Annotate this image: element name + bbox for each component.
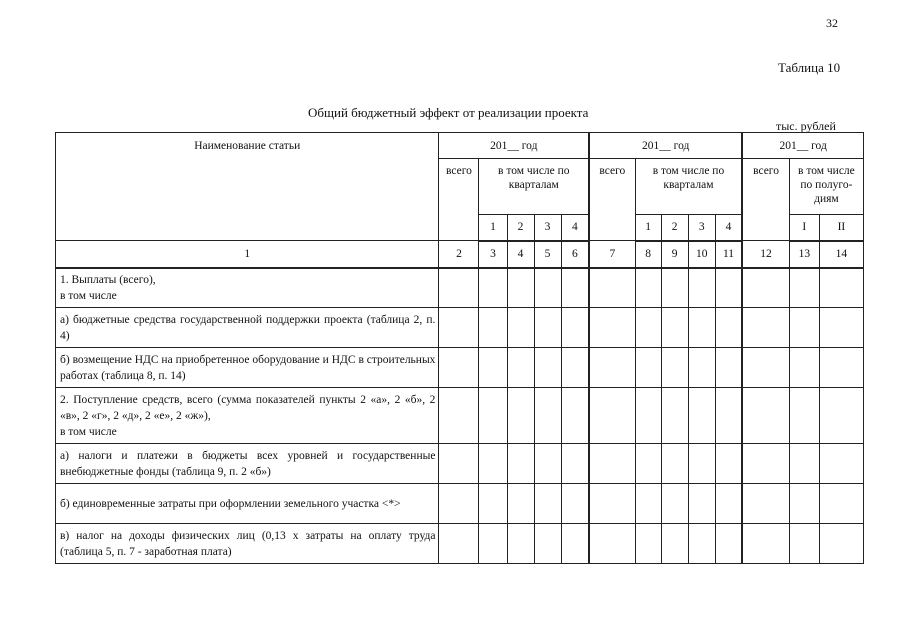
col-num-7: 7 [589,241,635,268]
header-name-col: Наименование статьи [56,133,439,241]
header-q2-a: 2 [507,215,534,241]
col-num-5: 5 [534,241,561,268]
header-quarters-1: в том числе по кварталам [479,159,589,215]
col-num-13: 13 [789,241,819,268]
table-row [56,348,864,388]
header-h2: II [819,215,863,241]
column-number-row [56,241,864,268]
header-q1-a: 1 [479,215,507,241]
col-num-4: 4 [507,241,534,268]
header-q1-b: 1 [635,215,661,241]
col-num-6: 6 [561,241,589,268]
page-number: 32 [826,16,838,30]
table-row [56,524,864,564]
col-num-2: 2 [439,241,479,268]
col-num-12: 12 [742,241,789,268]
col-num-3: 3 [479,241,507,268]
header-quarters-2: в том числе по кварталам [635,159,742,215]
table-row [56,484,864,524]
table-row [56,388,864,444]
header-q4-b: 4 [715,215,742,241]
header-h1: I [789,215,819,241]
col-num-11: 11 [715,241,742,268]
col-num-10: 10 [688,241,715,268]
row-label-payments: 1. Выплаты (всего), в том числе [56,268,439,308]
col-num-14: 14 [819,241,863,268]
header-total-2: всего [589,159,635,241]
header-total-3: всего [742,159,789,241]
header-year-3: 201__ год [742,133,863,159]
budget-effect-table [55,132,864,564]
table-row [56,268,864,308]
header-total-1: всего [439,159,479,241]
row-label-income-tax: в) налог на доходы физических лиц (0,13 x затраты на оплату труда (таблица 5, п. 7 - заработная плата) [56,524,439,564]
col-num-8: 8 [635,241,661,268]
header-row-years [56,133,864,159]
table-title: Общий бюджетный эффект от реализации проекта [308,105,589,120]
header-q3-b: 3 [688,215,715,241]
header-q4-a: 4 [561,215,589,241]
col-num-1: 1 [56,241,439,268]
row-label-land-costs: б) единовременные затраты при оформлении земельного участка <*> [56,484,439,524]
units-label: тыс. рублей [776,119,836,133]
table-label: Таблица 10 [778,60,841,75]
table-row [56,444,864,484]
header-halfyears: в том числе по полуго-диям [789,159,863,215]
row-label-receipts: 2. Поступление средств, всего (сумма показателей пункты 2 «а», 2 «б», 2 «в», 2 «г», 2 «д», 2 «е», 2 «ж»), в том числе [56,388,439,444]
header-year-2: 201__ год [589,133,742,159]
header-q2-b: 2 [661,215,688,241]
row-label-taxes: а) налоги и платежи в бюджеты всех уровней и государственные внебюджетные фонды (таблица 9, п. 2 «б») [56,444,439,484]
header-year-1: 201__ год [439,133,589,159]
header-q3-a: 3 [534,215,561,241]
col-num-9: 9 [661,241,688,268]
row-label-vat-refund: б) возмещение НДС на приобретенное оборудование и НДС в строительных работах (таблица 8, п. 14) [56,348,439,388]
row-label-state-support: а) бюджетные средства государственной поддержки проекта (таблица 2, п. 4) [56,308,439,348]
table-row [56,308,864,348]
